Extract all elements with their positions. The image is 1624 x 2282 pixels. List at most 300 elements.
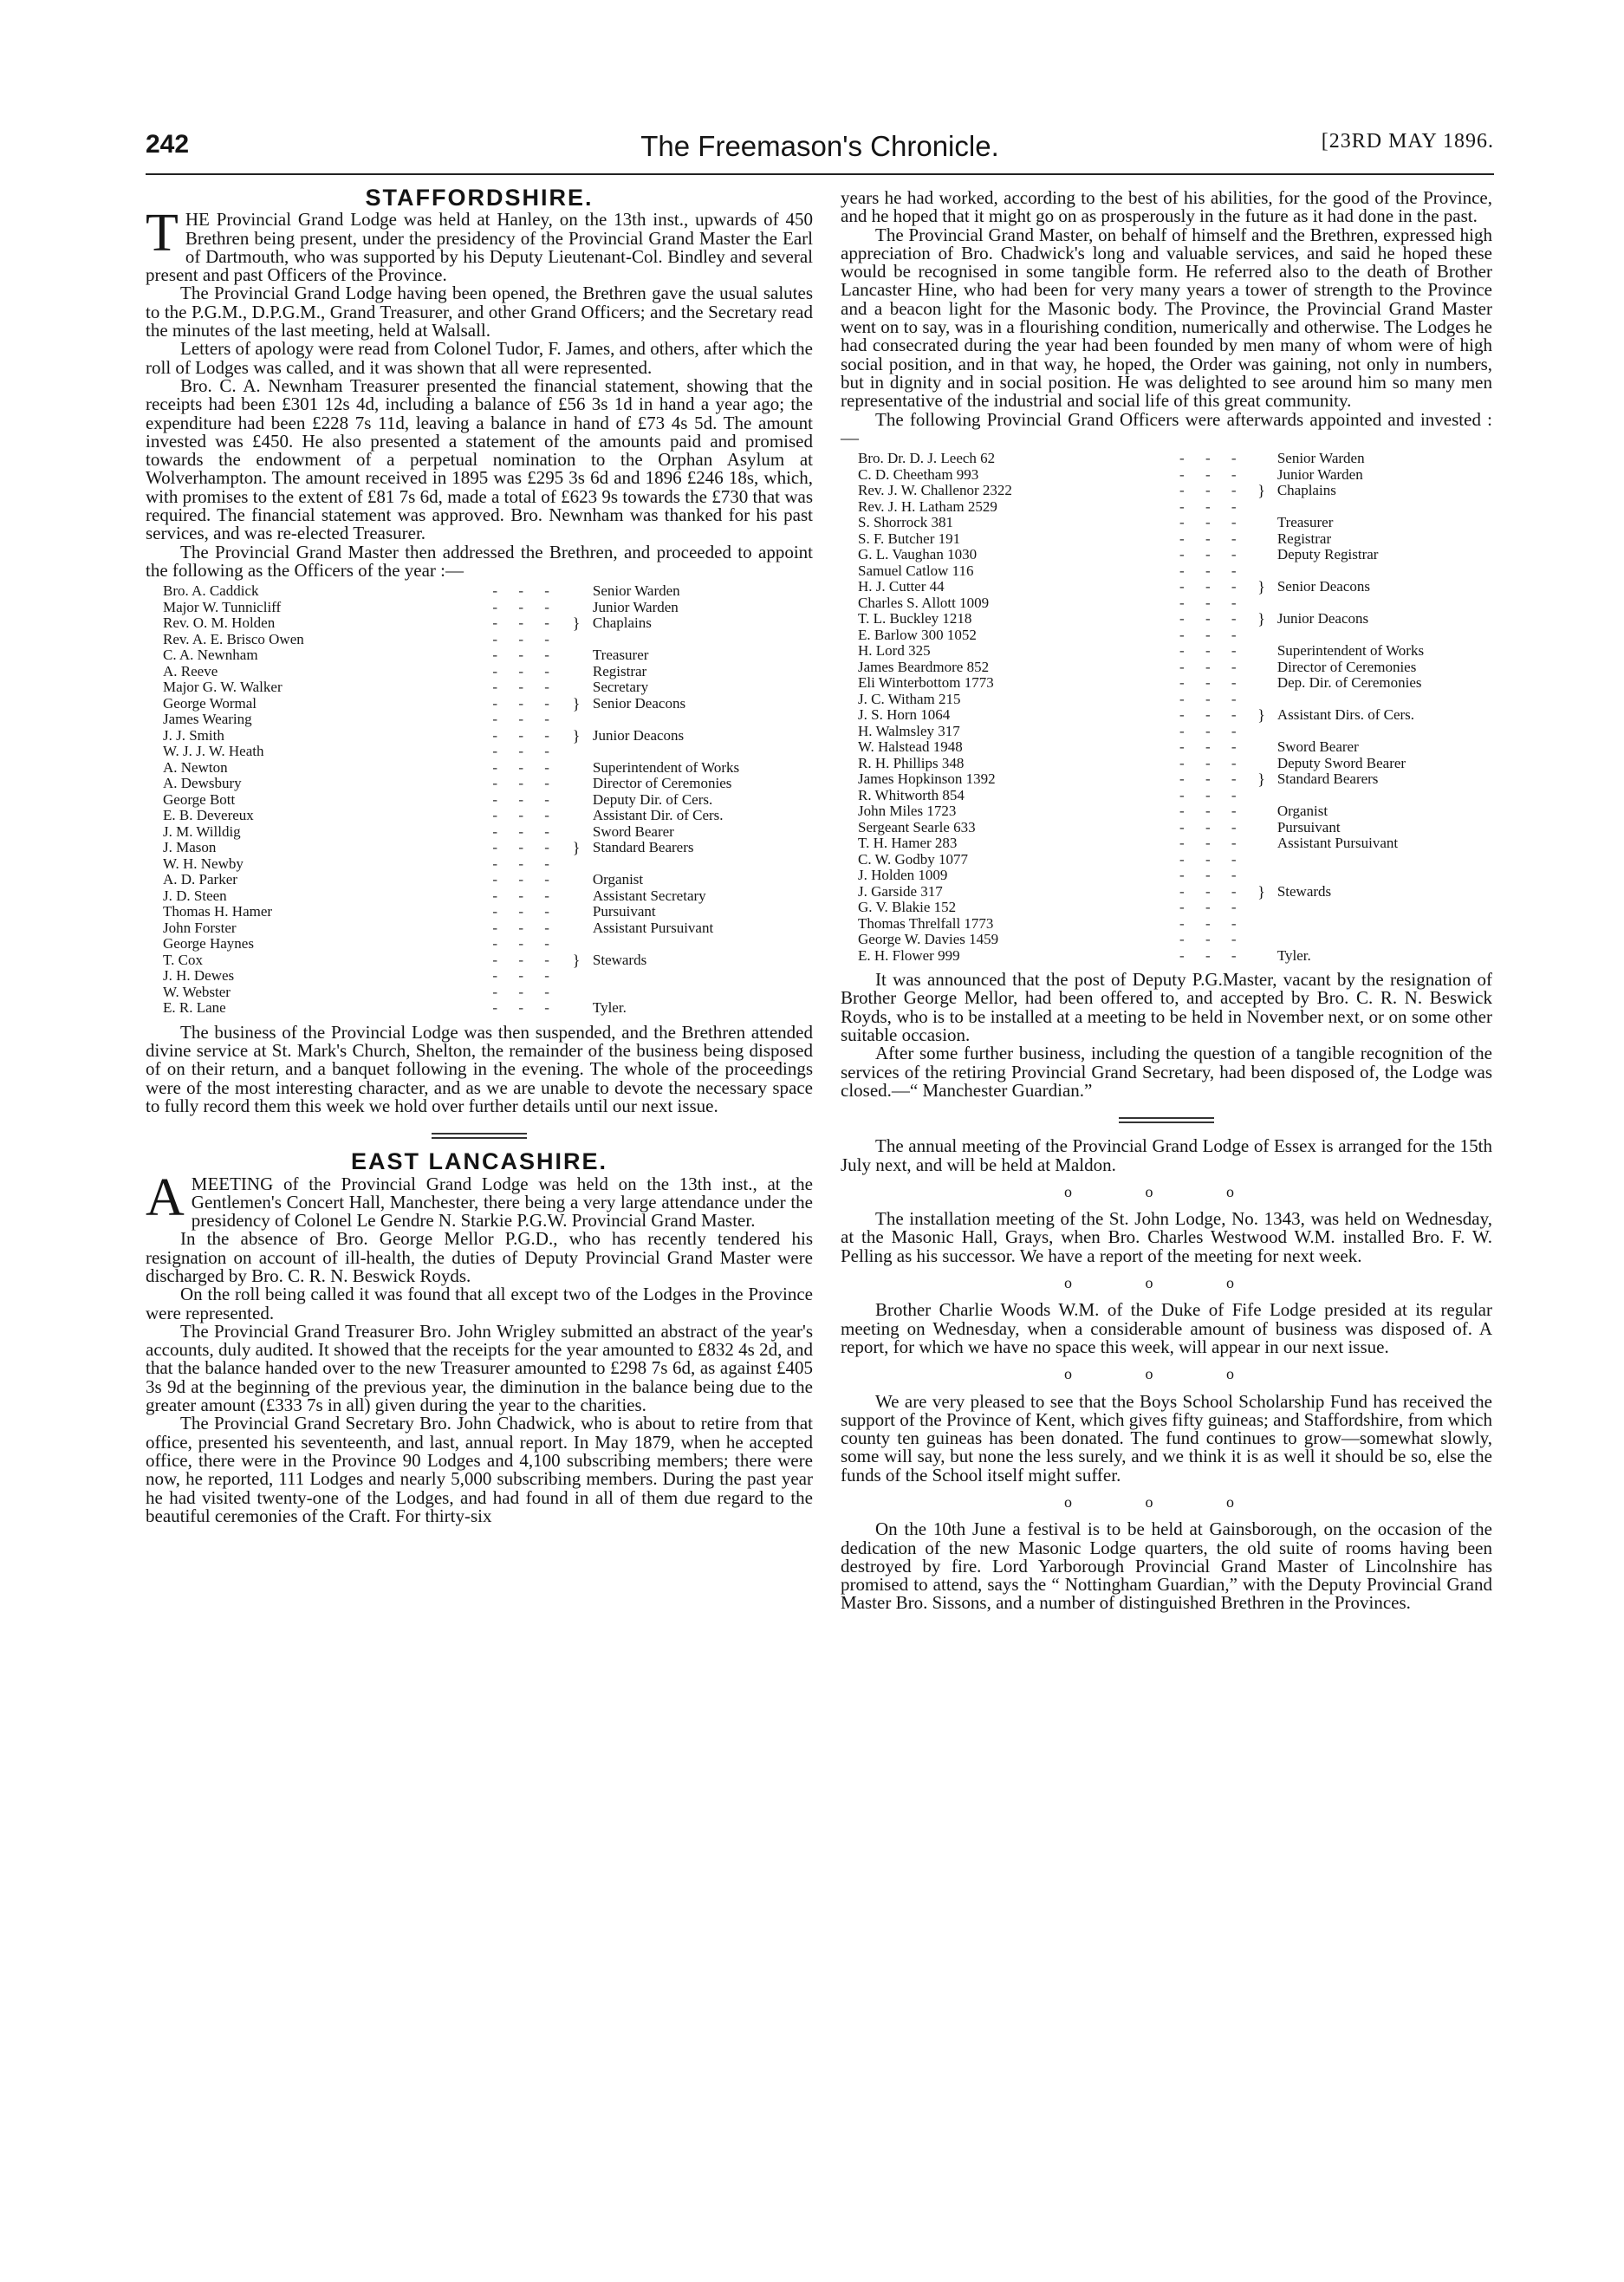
officer-office — [593, 936, 813, 952]
brace — [573, 664, 593, 680]
brace — [1257, 531, 1277, 548]
leader-dots: - - - — [1179, 706, 1245, 724]
brace: } — [572, 694, 581, 712]
officer-row — [146, 888, 813, 905]
east-lancashire-para-6: years he had worked, according to the best of his abilities, for the good of the Province, and he hoped that it might go on as prosperously in the future as it had done in the past. — [841, 187, 1492, 227]
brace — [1257, 868, 1277, 884]
officer-name: C. A. Newnham — [163, 647, 258, 664]
officer-office — [1277, 563, 1492, 580]
officer-row — [146, 615, 813, 632]
officer-office: Tyler. — [1276, 946, 1311, 964]
officer-name: Eli Winterbottom 1773 — [858, 674, 994, 692]
leader-dots: - - - — [1179, 674, 1245, 692]
officer-office: Assistant Pursuivant — [1276, 835, 1399, 852]
officer-office: Junior Deacons — [1276, 610, 1369, 627]
officer-name: J. Garside 317 — [858, 882, 943, 900]
leader-dots: - - - — [492, 775, 558, 792]
officer-row — [841, 788, 1492, 804]
leader-dots: - - - — [1179, 626, 1245, 643]
brace — [573, 808, 593, 824]
officer-office — [1277, 724, 1492, 740]
officer-row — [146, 760, 813, 777]
brace — [573, 856, 593, 873]
east-lancashire-para-3: On the roll being called it was found that all except two of the Lodges in the Province were represented. — [146, 1284, 813, 1323]
officer-name: John Miles 1723 — [858, 803, 957, 820]
leader-dots: - - - — [492, 887, 558, 904]
officer-row — [146, 904, 813, 920]
officer-name: H. J. Cutter 44 — [858, 578, 945, 595]
note-divider: o o o — [1064, 1492, 1269, 1511]
officer-row — [841, 884, 1492, 900]
brace — [1257, 788, 1277, 804]
brace — [1257, 835, 1277, 852]
officer-office — [593, 712, 813, 728]
officer-name: Bro. A. Caddick — [163, 582, 259, 600]
officer-row — [146, 696, 813, 712]
officer-name: C. D. Cheetham 993 — [858, 465, 979, 483]
brace — [573, 647, 593, 664]
officer-row — [841, 756, 1492, 772]
officer-name: E. H. Flower 999 — [858, 946, 960, 964]
officer-office — [593, 985, 813, 1001]
leader-dots: - - - — [1179, 850, 1245, 868]
officer-office: Senior Warden — [592, 582, 680, 600]
officer-name: Rev. J. H. Latham 2529 — [858, 497, 997, 515]
leader-dots: - - - — [492, 983, 558, 1000]
note-scholarship-fund: We are very pleased to see that the Boys School Scholarship Fund has received the support of the Province of Kent, which gives fifty guineas; and Staffordshire, from which county ten guineas has been donated. The fund continues to grow—somewhat slowly, some will say, but none the less surely, and we think it is as well it should be so, else the funds of the School itself might suffer. — [841, 1390, 1492, 1486]
officer-name: W. Halstead 1948 — [858, 738, 963, 756]
brace — [573, 632, 593, 648]
officer-office: Treasurer — [592, 647, 649, 664]
officer-row — [841, 499, 1492, 516]
leader-dots: - - - — [1179, 867, 1245, 884]
brace: } — [1257, 610, 1265, 628]
officer-name: A. D. Parker — [163, 871, 237, 888]
brace — [1257, 499, 1277, 516]
officer-office: Sword Bearer — [1276, 738, 1359, 756]
officer-office: Organist — [592, 871, 644, 888]
leader-dots: - - - — [492, 871, 558, 888]
brace — [1257, 932, 1277, 948]
brace: } — [572, 839, 581, 857]
officer-office: Senior Deacons — [592, 694, 686, 712]
page-header — [146, 130, 1494, 173]
brace: } — [1257, 770, 1265, 789]
leader-dots: - - - — [492, 903, 558, 920]
officer-name: Charles S. Allott 1009 — [858, 594, 990, 611]
officer-row — [146, 824, 813, 841]
brace: } — [572, 951, 581, 969]
brace: } — [572, 614, 581, 633]
brace — [1257, 515, 1277, 531]
staffordshire-para-4: Bro. C. A. Newnham Treasurer presented the financial statement, showing that the receipts had been £301 12s 4d, including a balance of £56 3s 1d in hand a year ago; the expenditure had been £228 7s 11d, leaving a balance in hand of £73 4s 5d. The amount invested was £450. He also presented a statement of the amounts paid and promised towards the endowment of a perpetual nomination to the Orphan Asylum at Wolverhampton. The amount received in 1895 was £295 3s 6d and 1896 £246 18s, which, with promises to the extent of £81 7s 6d, made a total of £623 9s towards the £730 that was required. The financial statement was approved. Bro. Newnham was thanked for his past services, and was re-elected Treasurer. — [146, 374, 813, 544]
officer-row — [841, 852, 1492, 868]
brace — [1257, 627, 1277, 644]
officer-name: Sergeant Searle 633 — [858, 818, 976, 835]
officer-office — [1277, 868, 1492, 884]
officer-office: Tyler. — [592, 999, 627, 1017]
officer-row — [841, 531, 1492, 548]
brace — [1257, 451, 1277, 467]
officer-office: Stewards — [592, 951, 647, 968]
officer-name: Thomas H. Hamer — [163, 903, 273, 920]
officer-row — [841, 563, 1492, 580]
leader-dots: - - - — [492, 711, 558, 728]
leader-dots: - - - — [492, 822, 558, 840]
officer-name: George Bott — [163, 790, 236, 808]
officer-row — [146, 952, 813, 969]
officer-name: J. H. Dewes — [163, 967, 235, 985]
officer-row — [841, 611, 1492, 627]
officer-row — [841, 579, 1492, 595]
brace — [573, 872, 593, 888]
officer-name: Major W. Tunnicliff — [163, 598, 282, 615]
officer-row — [841, 515, 1492, 531]
officer-name: J. Mason — [163, 839, 217, 856]
officer-name: Thomas Threlfall 1773 — [858, 914, 994, 932]
officer-name: James Wearing — [163, 711, 252, 728]
leader-dots: - - - — [492, 743, 558, 760]
officer-office: Secretary — [592, 679, 649, 696]
brace — [573, 968, 593, 985]
leader-dots: - - - — [492, 790, 558, 808]
officer-name: A. Dewsbury — [163, 775, 242, 792]
leader-dots: - - - — [492, 807, 558, 824]
brace — [1257, 756, 1277, 772]
officer-row — [146, 744, 813, 760]
officer-row — [841, 868, 1492, 884]
staffordshire-para-5: The Provincial Grand Master then addressed the Brethren, and proceeded to appoint the following as the Officers of the year :— — [146, 541, 813, 581]
note-divider: o o o — [1064, 1274, 1269, 1292]
brace — [1257, 595, 1277, 612]
officer-name: H. Walmsley 317 — [858, 722, 960, 739]
officer-name: George W. Davies 1459 — [858, 931, 999, 948]
leader-dots: - - - — [492, 758, 558, 776]
officer-row — [841, 932, 1492, 948]
brace: } — [1257, 578, 1265, 596]
leader-dots: - - - — [492, 614, 558, 632]
officer-row — [146, 872, 813, 888]
officer-office: Assistant Pursuivant — [592, 919, 714, 936]
officer-name: G. L. Vaughan 1030 — [858, 546, 978, 563]
officer-name: Bro. Dr. D. J. Leech 62 — [858, 450, 996, 467]
officer-office — [1277, 932, 1492, 948]
east-lancashire-para-4: The Provincial Grand Treasurer Bro. John Wrigley submitted an abstract of the year's accounts, duly audited. It showed that the receipts for the year amounted to £832 4s 2d, and that the balance handed over to the new Treasurer amounted to £298 7s 6d, as against £405 3s 9d at the beginning of the previous year, the diminution in the balance being due to the greater amount (£333 7s in all) given during the year to the charities. — [146, 1320, 813, 1416]
officer-name: J. M. Willdig — [163, 822, 241, 840]
officer-name: James Hopkinson 1392 — [858, 770, 996, 788]
officer-row — [841, 660, 1492, 676]
staffordshire-para-6: The business of the Provincial Lodge was then suspended, and the Brethren attended divine service at St. Mark's Church, Shelton, the remainder of the business being disposed of on their return, and a banquet following in the evening. The whole of the proceedings were of the most interesting character, and as we are unable to devote the necessary space to fully record them this week we hold over further details until our next issue. — [146, 1021, 813, 1116]
note-st-john-lodge: The installation meeting of the St. John Lodge, No. 1343, was held on Wednesday, at the Masonic Hall, Grays, when Bro. Charles Westwood W.M. installed Bro. F. W. Pelling as his successor. We have a report of the meeting for next week. — [841, 1208, 1492, 1266]
brace — [573, 904, 593, 920]
leader-dots: - - - — [492, 598, 558, 615]
officer-row — [146, 600, 813, 616]
officer-name: J. Holden 1009 — [858, 867, 948, 884]
east-lancashire-para-9: It was announced that the post of Deputy P.G.Master, vacant by the resignation of Brother George Mellor, had been offered to, and accepted by Bro. C. R. N. Beswick Royds, who is to be installed at a meeting to be held in November next, or on some other suitable occasion. — [841, 969, 1492, 1046]
staffordshire-para-1: THE Provincial Grand Lodge was held at Hanley, on the 13th inst., upwards of 450 Brethren being present, under the presidency of the Provincial Grand Master the Earl of Dartmouth, who was supported by his Deputy Lieutenant-Col. Bindley and several present and past Officers of the Province. — [146, 204, 813, 286]
brace — [573, 600, 593, 616]
officer-name: T. L. Buckley 1218 — [858, 610, 972, 627]
officer-office — [593, 632, 813, 648]
officer-name: E. B. Devereux — [163, 807, 254, 824]
leader-dots: - - - — [492, 967, 558, 985]
officer-office — [1277, 692, 1492, 708]
officer-office — [1277, 499, 1492, 516]
leader-dots: - - - — [1179, 546, 1245, 563]
leader-dots: - - - — [1179, 754, 1245, 771]
officer-row — [146, 1000, 813, 1017]
officer-office: Senior Warden — [1276, 450, 1365, 467]
officer-office: Assistant Dir. of Cers. — [592, 807, 724, 824]
officer-name: Major G. W. Walker — [163, 679, 283, 696]
page-number: 242 — [146, 130, 190, 159]
header-rule — [146, 173, 1494, 175]
officer-name: G. V. Blakie 152 — [858, 899, 957, 916]
leader-dots: - - - — [492, 582, 558, 600]
officer-office: Assistant Secretary — [592, 887, 706, 904]
leader-dots: - - - — [1179, 497, 1245, 515]
brace — [1257, 852, 1277, 868]
leader-dots: - - - — [492, 694, 558, 712]
officer-name: W. J. J. W. Heath — [163, 743, 264, 760]
officer-name: J. J. Smith — [163, 726, 224, 744]
leader-dots: - - - — [1179, 738, 1245, 756]
brace — [1257, 900, 1277, 916]
section-divider — [432, 1133, 527, 1139]
officer-row — [146, 840, 813, 856]
brace — [1257, 563, 1277, 580]
leader-dots: - - - — [492, 630, 558, 647]
officer-row — [146, 856, 813, 873]
officer-row — [146, 647, 813, 664]
east-lancashire-officers-table — [841, 451, 1492, 964]
staffordshire-para-2: The Provincial Grand Lodge having been opened, the Brethren gave the usual salutes to the P.G.M., D.P.G.M., Grand Treasurer, and other Grand Officers; and the Secretary read the minutes of the last meeting, held at Walsall. — [146, 283, 813, 341]
officer-row — [841, 483, 1492, 499]
officer-name: S. F. Butcher 191 — [858, 530, 961, 547]
leader-dots: - - - — [492, 647, 558, 664]
leader-dots: - - - — [1179, 946, 1245, 964]
officer-row — [841, 900, 1492, 916]
officer-name: T. Cox — [163, 951, 203, 968]
note-divider: o o o — [1064, 1182, 1269, 1200]
brace — [573, 920, 593, 937]
officer-row — [146, 792, 813, 809]
officer-office: Deputy Dir. of Cers. — [592, 790, 713, 808]
officer-row — [146, 808, 813, 824]
officer-name: S. Shorrock 381 — [858, 514, 954, 531]
officer-row — [841, 739, 1492, 756]
officer-row — [146, 985, 813, 1001]
leader-dots: - - - — [1179, 770, 1245, 788]
officer-office: Deputy Registrar — [1276, 546, 1379, 563]
east-lancashire-para-7: The Provincial Grand Master, on behalf of himself and the Brethren, expressed high appreciation of Bro. Chadwick's long and valuable services, and said he hoped these would be recognised in some tangible form. He referred also to the death of Brother Lancaster Hine, who had been for very many years a tower of strength to the Province and a beacon light for the Masonic body. The Province, the Provincial Grand Master went on to say, was in a flourishing condition, numerically and otherwise. The Lodges he had consecrated during the year had been founded by men many of whom were of high social position, and in that way, he hoped, the Order was gaining, not only in numbers, but in dignity and in social position. He was delighted to see around him so many men representative of the industrial and social life of this great community. — [841, 224, 1492, 412]
officer-office: Director of Ceremonies — [592, 775, 732, 792]
brace — [573, 760, 593, 777]
officer-name: Rev. A. E. Brisco Owen — [163, 630, 304, 647]
brace — [1257, 660, 1277, 676]
brace: } — [1257, 482, 1265, 500]
note-divider: o o o — [1064, 1365, 1269, 1383]
officer-row — [841, 820, 1492, 836]
officer-office: Stewards — [1276, 882, 1332, 900]
brace — [1257, 739, 1277, 756]
officer-row — [841, 771, 1492, 788]
officer-name: Rev. O. M. Holden — [163, 614, 276, 632]
brace — [1257, 643, 1277, 660]
officer-row — [146, 936, 813, 952]
east-lancashire-para-1: AMEETING of the Provincial Grand Lodge was held on the 13th inst., at the Gentlemen's Concert Hall, Manchester, there being a very large attendance under the presidency of Colonel Le Gendre N. Starkie P.G.W. Provincial Grand Master. — [146, 1167, 813, 1232]
brace — [573, 936, 593, 952]
officer-office: Pursuivant — [592, 903, 656, 920]
officer-office: Organist — [1276, 803, 1328, 820]
right-column — [841, 189, 1492, 1613]
officer-row — [841, 627, 1492, 644]
brace — [573, 792, 593, 809]
leader-dots: - - - — [1179, 610, 1245, 627]
officer-name: W. H. Newby — [163, 855, 244, 872]
brace — [573, 583, 593, 600]
officer-row — [841, 692, 1492, 708]
leader-dots: - - - — [1179, 530, 1245, 547]
officer-office — [1277, 852, 1492, 868]
leader-dots: - - - — [1179, 594, 1245, 611]
officer-office: Junior Deacons — [592, 726, 685, 744]
officer-row — [146, 679, 813, 696]
brace — [573, 712, 593, 728]
officer-row — [841, 675, 1492, 692]
left-column — [146, 185, 813, 1526]
publication-title: The Freemason's Chronicle. — [640, 130, 999, 162]
east-lancashire-para-10: After some further business, including the question of a tangible recognition of the services of the retiring Provincial Grand Secretary, had been disposed of, the Lodge was closed.—“ Manchester Guardian.” — [841, 1043, 1492, 1101]
brace — [1257, 724, 1277, 740]
officer-name: E. R. Lane — [163, 999, 226, 1017]
leader-dots: - - - — [1179, 914, 1245, 932]
officer-name: W. Webster — [163, 983, 231, 1000]
brace — [1257, 916, 1277, 933]
brace — [1257, 948, 1277, 965]
officer-office: Superintendent of Works — [1276, 642, 1425, 660]
officer-name: H. Lord 325 — [858, 642, 931, 660]
officer-office: Assistant Dirs. of Cers. — [1276, 706, 1415, 724]
officer-row — [841, 595, 1492, 612]
officer-name: E. Barlow 300 1052 — [858, 626, 977, 643]
brace: } — [1257, 882, 1265, 900]
leader-dots: - - - — [1179, 658, 1245, 675]
officer-office: Treasurer — [1276, 514, 1334, 531]
brace — [573, 744, 593, 760]
brace — [1257, 675, 1277, 692]
officer-office: Standard Bearers — [1276, 770, 1379, 788]
leader-dots: - - - — [492, 726, 558, 744]
officer-row — [146, 920, 813, 937]
officer-row — [146, 664, 813, 680]
leader-dots: - - - — [1179, 514, 1245, 531]
officer-office: Standard Bearers — [592, 839, 694, 856]
leader-dots: - - - — [1179, 818, 1245, 835]
staffordshire-para-3: Letters of apology were read from Colonel Tudor, F. James, and others, after which the roll of Lodges was called, and it was shown that all were represented. — [146, 338, 813, 378]
leader-dots: - - - — [1179, 642, 1245, 660]
officer-name: Rev. J. W. Challenor 2322 — [858, 482, 1012, 499]
officer-office: Senior Deacons — [1276, 578, 1370, 595]
officer-office — [593, 856, 813, 873]
officer-name: Samuel Catlow 116 — [858, 562, 974, 579]
officer-office — [1277, 595, 1492, 612]
officer-office: Chaplains — [592, 614, 652, 632]
leader-dots: - - - — [1179, 722, 1245, 739]
officer-office: Dep. Dir. of Ceremonies — [1276, 674, 1422, 692]
leader-dots: - - - — [1179, 562, 1245, 579]
brace — [1257, 803, 1277, 820]
officer-office: Deputy Sword Bearer — [1276, 754, 1406, 771]
officer-office — [1277, 900, 1492, 916]
leader-dots: - - - — [492, 662, 558, 679]
officer-office: Registrar — [592, 662, 647, 679]
officer-row — [841, 835, 1492, 852]
officer-name: R. H. Phillips 348 — [858, 754, 965, 771]
officer-row — [841, 916, 1492, 933]
leader-dots: - - - — [1179, 450, 1245, 467]
brace — [1257, 820, 1277, 836]
leader-dots: - - - — [492, 935, 558, 952]
officer-name: A. Reeve — [163, 662, 218, 679]
officer-name: R. Whitworth 854 — [858, 786, 965, 803]
leader-dots: - - - — [1179, 882, 1245, 900]
officer-row — [841, 547, 1492, 563]
officer-row — [841, 724, 1492, 740]
officer-office: Sword Bearer — [592, 822, 674, 840]
leader-dots: - - - — [1179, 786, 1245, 803]
officer-row — [146, 968, 813, 985]
officer-office: Chaplains — [1276, 482, 1336, 499]
officer-office — [1277, 627, 1492, 644]
leader-dots: - - - — [492, 951, 558, 968]
note-gainsborough-festival: On the 10th June a festival is to be held at Gainsborough, on the occasion of the dedication of the new Masonic Lodge quarters, the old suite of rooms having been destroyed by fire. Lord Yarborough Provincial Grand Master of Lincolnshire has promised to attend, says the “ Nottingham Guardian,” with the Deputy Provincial Grand Master Bro. Sissons, and a number of distinguished Brethren in the Provinces. — [841, 1518, 1492, 1614]
leader-dots: - - - — [1179, 690, 1245, 707]
officer-name: J. D. Steen — [163, 887, 227, 904]
officer-row — [146, 776, 813, 792]
note-duke-of-fife-lodge: Brother Charlie Woods W.M. of the Duke of Fife Lodge presided at its regular meeting on Wednesday, when a considerable amount of business was disposed of. A report, for which we have no space this week, will appear in our next issue. — [841, 1299, 1492, 1357]
note-essex: The annual meeting of the Provincial Grand Lodge of Essex is arranged for the 15th July next, and will be held at Maldon. — [841, 1135, 1492, 1175]
issue-date: [23RD MAY 1896. — [1321, 130, 1494, 153]
leader-dots: - - - — [492, 919, 558, 936]
brace: } — [572, 726, 581, 744]
drop-cap: T — [146, 204, 179, 263]
officer-name: George Wormal — [163, 694, 257, 712]
staffordshire-heading: STAFFORDSHIRE. — [365, 185, 594, 211]
officer-row — [841, 948, 1492, 965]
officer-row — [841, 803, 1492, 820]
officer-name: C. W. Godby 1077 — [858, 850, 969, 868]
officer-name: John Forster — [163, 919, 237, 936]
officer-office: Junior Warden — [592, 598, 679, 615]
officer-office — [593, 968, 813, 985]
leader-dots: - - - — [1179, 578, 1245, 595]
leader-dots: - - - — [492, 855, 558, 872]
drop-cap: A — [146, 1167, 185, 1227]
leader-dots: - - - — [492, 839, 558, 856]
officer-row — [146, 712, 813, 728]
leader-dots: - - - — [1179, 482, 1245, 499]
officer-office — [1277, 916, 1492, 933]
staffordshire-officers-table — [146, 583, 813, 1017]
leader-dots: - - - — [1179, 465, 1245, 483]
officer-name: J. S. Horn 1064 — [858, 706, 951, 724]
brace — [1257, 692, 1277, 708]
brace — [573, 776, 593, 792]
officer-row — [841, 451, 1492, 467]
officer-name: T. H. Hamer 283 — [858, 835, 958, 852]
brace — [573, 1000, 593, 1017]
